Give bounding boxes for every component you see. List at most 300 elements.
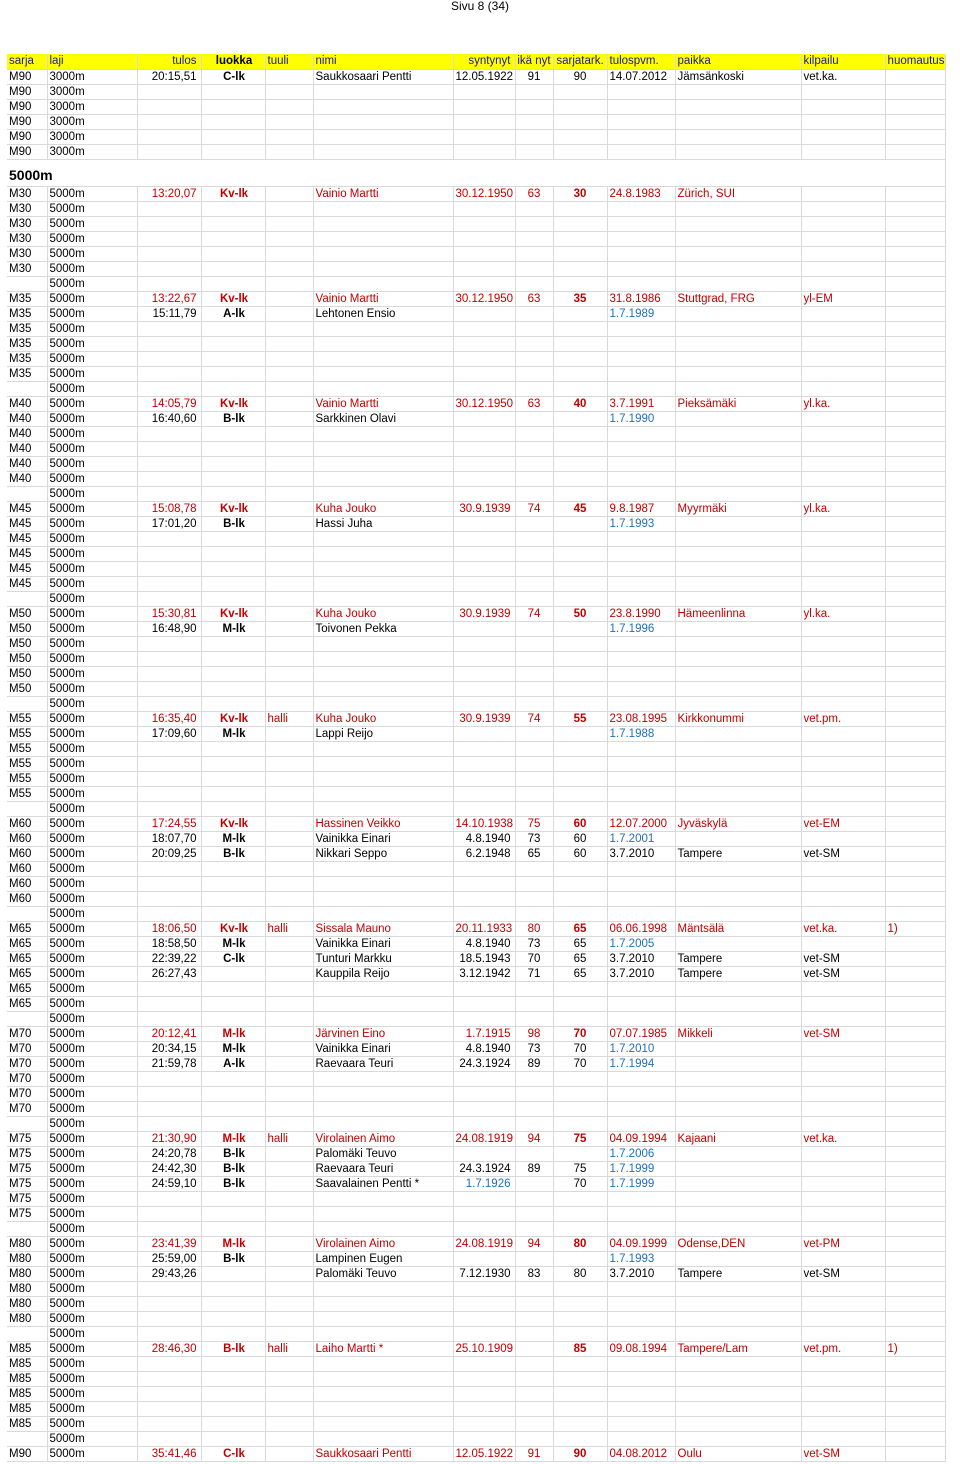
cell-age-class <box>553 1311 607 1326</box>
cell-event: 5000m <box>47 441 137 456</box>
cell-birth: 24.08.1919 <box>453 1131 515 1146</box>
cell-age <box>515 1071 553 1086</box>
cell-competition: yl.ka. <box>801 606 885 621</box>
cell-wind <box>265 114 313 129</box>
cell-event: 3000m <box>47 129 137 144</box>
cell-event: 3000m <box>47 69 137 84</box>
table-row <box>7 321 945 336</box>
cell-result-date <box>607 861 675 876</box>
cell-age-class <box>553 306 607 321</box>
cell-name <box>313 114 453 129</box>
cell-result-date <box>607 456 675 471</box>
cell-result <box>137 129 201 144</box>
cell-series: M60 <box>7 846 47 861</box>
cell-age-class <box>553 336 607 351</box>
cell-note <box>885 741 945 756</box>
cell-wind <box>265 696 313 711</box>
cell-result: 14:05,79 <box>137 396 201 411</box>
cell-competition: vet-EM <box>801 816 885 831</box>
cell-age-class <box>553 786 607 801</box>
cell-age <box>515 144 553 159</box>
cell-result-date <box>607 1281 675 1296</box>
cell-series: M80 <box>7 1281 47 1296</box>
cell-note <box>885 546 945 561</box>
cell-age-class <box>553 996 607 1011</box>
cell-result: 17:01,20 <box>137 516 201 531</box>
cell-wind <box>265 441 313 456</box>
cell-result-date <box>607 591 675 606</box>
cell-place: Odense,DEN <box>675 1236 801 1251</box>
cell-birth <box>453 576 515 591</box>
cell-event: 5000m <box>47 1251 137 1266</box>
cell-place <box>675 1311 801 1326</box>
cell-result <box>137 1401 201 1416</box>
cell-class <box>201 216 265 231</box>
table-row <box>7 756 945 771</box>
header-class: luokka <box>201 54 265 69</box>
cell-name: Lappi Reijo <box>313 726 453 741</box>
cell-competition: vet.pm. <box>801 711 885 726</box>
cell-class: M-lk <box>201 621 265 636</box>
table-row <box>7 411 945 426</box>
table-row <box>7 441 945 456</box>
cell-note <box>885 831 945 846</box>
cell-event: 5000m <box>47 1191 137 1206</box>
cell-age-class <box>553 741 607 756</box>
cell-event: 5000m <box>47 801 137 816</box>
cell-event: 5000m <box>47 246 137 261</box>
cell-birth <box>453 726 515 741</box>
cell-series: M75 <box>7 1176 47 1191</box>
cell-series: M45 <box>7 561 47 576</box>
cell-series: M30 <box>7 216 47 231</box>
cell-name: Lehtonen Ensio <box>313 306 453 321</box>
cell-note <box>885 1116 945 1131</box>
cell-series <box>7 1221 47 1236</box>
cell-place <box>675 861 801 876</box>
cell-age: 98 <box>515 1026 553 1041</box>
cell-series: M35 <box>7 306 47 321</box>
cell-note <box>885 651 945 666</box>
table-row <box>7 1101 945 1116</box>
cell-result-date: 1.7.1988 <box>607 726 675 741</box>
cell-place <box>675 1371 801 1386</box>
cell-result <box>137 456 201 471</box>
table-row <box>7 306 945 321</box>
cell-competition: vet-SM <box>801 951 885 966</box>
cell-age <box>515 201 553 216</box>
cell-class <box>201 801 265 816</box>
cell-place <box>675 411 801 426</box>
cell-class: C-lk <box>201 951 265 966</box>
cell-class <box>201 351 265 366</box>
cell-place <box>675 1281 801 1296</box>
cell-note <box>885 216 945 231</box>
cell-name <box>313 771 453 786</box>
cell-wind <box>265 891 313 906</box>
cell-result-date: 1.7.1993 <box>607 1251 675 1266</box>
cell-result: 20:12,41 <box>137 1026 201 1041</box>
cell-result-date <box>607 576 675 591</box>
cell-age-class <box>553 1326 607 1341</box>
cell-result: 24:20,78 <box>137 1146 201 1161</box>
cell-series: M80 <box>7 1236 47 1251</box>
cell-result-date: 04.09.1999 <box>607 1236 675 1251</box>
cell-birth <box>453 681 515 696</box>
cell-place <box>675 1326 801 1341</box>
cell-series <box>7 1011 47 1026</box>
cell-class: M-lk <box>201 936 265 951</box>
cell-competition <box>801 1386 885 1401</box>
cell-class: B-lk <box>201 516 265 531</box>
cell-note <box>885 486 945 501</box>
cell-note <box>885 1296 945 1311</box>
cell-place: Tampere <box>675 1266 801 1281</box>
cell-event: 5000m <box>47 1431 137 1446</box>
cell-series: M80 <box>7 1266 47 1281</box>
cell-note <box>885 1101 945 1116</box>
cell-name: Nikkari Seppo <box>313 846 453 861</box>
cell-age <box>515 1146 553 1161</box>
cell-age-class: 60 <box>553 831 607 846</box>
cell-age-class <box>553 771 607 786</box>
cell-birth <box>453 1371 515 1386</box>
cell-note <box>885 726 945 741</box>
cell-note <box>885 129 945 144</box>
cell-age-class <box>553 801 607 816</box>
cell-series: M35 <box>7 321 47 336</box>
table-row <box>7 246 945 261</box>
cell-class <box>201 1086 265 1101</box>
cell-competition <box>801 351 885 366</box>
cell-note <box>885 531 945 546</box>
cell-competition <box>801 186 885 201</box>
cell-series: M70 <box>7 1041 47 1056</box>
cell-result: 35:41,46 <box>137 1446 201 1461</box>
cell-competition <box>801 1416 885 1431</box>
cell-result <box>137 84 201 99</box>
cell-result-date: 23.8.1990 <box>607 606 675 621</box>
cell-result-date <box>607 666 675 681</box>
cell-class <box>201 1416 265 1431</box>
cell-result <box>137 381 201 396</box>
cell-result <box>137 114 201 129</box>
cell-wind <box>265 1041 313 1056</box>
cell-note <box>885 411 945 426</box>
cell-age <box>515 261 553 276</box>
table-row <box>7 381 945 396</box>
cell-age-class <box>553 1416 607 1431</box>
cell-result: 20:09,25 <box>137 846 201 861</box>
cell-place <box>675 621 801 636</box>
cell-event: 5000m <box>47 1296 137 1311</box>
cell-age-class: 70 <box>553 1176 607 1191</box>
table-row <box>7 966 945 981</box>
cell-note <box>885 99 945 114</box>
cell-birth <box>453 1416 515 1431</box>
cell-competition: yl-EM <box>801 291 885 306</box>
cell-series: M30 <box>7 201 47 216</box>
cell-series: M55 <box>7 711 47 726</box>
cell-result <box>137 1371 201 1386</box>
cell-name <box>313 1191 453 1206</box>
header-age: ikä nyt <box>515 54 553 69</box>
cell-event: 5000m <box>47 831 137 846</box>
cell-series <box>7 906 47 921</box>
cell-note <box>885 561 945 576</box>
cell-series: M80 <box>7 1251 47 1266</box>
cell-age <box>515 561 553 576</box>
cell-result <box>137 246 201 261</box>
cell-place <box>675 876 801 891</box>
cell-result: 15:11,79 <box>137 306 201 321</box>
cell-birth <box>453 1311 515 1326</box>
cell-age-class: 65 <box>553 936 607 951</box>
cell-age-class: 80 <box>553 1266 607 1281</box>
cell-age-class: 60 <box>553 846 607 861</box>
table-row <box>7 114 945 129</box>
cell-series <box>7 801 47 816</box>
table-row <box>7 771 945 786</box>
cell-birth <box>453 321 515 336</box>
cell-birth <box>453 381 515 396</box>
cell-result <box>137 996 201 1011</box>
cell-note <box>885 1251 945 1266</box>
cell-age: 74 <box>515 501 553 516</box>
cell-result: 21:59,78 <box>137 1056 201 1071</box>
cell-result-date <box>607 486 675 501</box>
cell-event: 5000m <box>47 306 137 321</box>
cell-note <box>885 1161 945 1176</box>
cell-wind <box>265 99 313 114</box>
cell-place <box>675 1206 801 1221</box>
table-row <box>7 1086 945 1101</box>
cell-note <box>885 1281 945 1296</box>
cell-age-class: 60 <box>553 816 607 831</box>
cell-event: 5000m <box>47 1011 137 1026</box>
cell-result <box>137 144 201 159</box>
cell-birth <box>453 1356 515 1371</box>
cell-result: 18:07,70 <box>137 831 201 846</box>
cell-class <box>201 1386 265 1401</box>
cell-event: 5000m <box>47 861 137 876</box>
cell-event: 5000m <box>47 1101 137 1116</box>
cell-result-date <box>607 786 675 801</box>
cell-class <box>201 456 265 471</box>
cell-result-date <box>607 741 675 756</box>
cell-note <box>885 1266 945 1281</box>
cell-birth: 20.11.1933 <box>453 921 515 936</box>
cell-age-class <box>553 84 607 99</box>
cell-class <box>201 1071 265 1086</box>
cell-result-date <box>607 366 675 381</box>
cell-note <box>885 621 945 636</box>
cell-series: M90 <box>7 69 47 84</box>
cell-birth <box>453 351 515 366</box>
cell-place <box>675 546 801 561</box>
cell-birth: 1.7.1915 <box>453 1026 515 1041</box>
cell-event: 5000m <box>47 651 137 666</box>
cell-event: 5000m <box>47 576 137 591</box>
table-row <box>7 741 945 756</box>
cell-result-date <box>607 276 675 291</box>
cell-result-date <box>607 321 675 336</box>
table-row <box>7 1311 945 1326</box>
cell-name <box>313 1071 453 1086</box>
cell-age <box>515 861 553 876</box>
cell-competition <box>801 1356 885 1371</box>
cell-age: 89 <box>515 1056 553 1071</box>
cell-name: Kuha Jouko <box>313 501 453 516</box>
cell-birth <box>453 1296 515 1311</box>
cell-result-date <box>607 1431 675 1446</box>
cell-age-class <box>553 276 607 291</box>
cell-age-class: 85 <box>553 1341 607 1356</box>
cell-place <box>675 681 801 696</box>
cell-result-date <box>607 906 675 921</box>
cell-class <box>201 1431 265 1446</box>
cell-place <box>675 936 801 951</box>
table-row <box>7 366 945 381</box>
cell-note <box>885 201 945 216</box>
cell-class <box>201 576 265 591</box>
cell-name <box>313 456 453 471</box>
cell-class: B-lk <box>201 1176 265 1191</box>
cell-age-class: 35 <box>553 291 607 306</box>
cell-name <box>313 891 453 906</box>
cell-event: 5000m <box>47 1311 137 1326</box>
cell-birth <box>453 696 515 711</box>
cell-series: M75 <box>7 1146 47 1161</box>
cell-series: M85 <box>7 1386 47 1401</box>
cell-place: Hämeenlinna <box>675 606 801 621</box>
table-row <box>7 876 945 891</box>
cell-competition <box>801 231 885 246</box>
cell-age: 83 <box>515 1266 553 1281</box>
cell-class <box>201 1281 265 1296</box>
cell-result-date <box>607 426 675 441</box>
cell-note <box>885 666 945 681</box>
cell-wind: halli <box>265 711 313 726</box>
cell-result-date <box>607 1326 675 1341</box>
cell-name: Raevaara Teuri <box>313 1056 453 1071</box>
cell-age-class: 45 <box>553 501 607 516</box>
cell-class <box>201 1326 265 1341</box>
table-row <box>7 846 945 861</box>
cell-birth <box>453 1011 515 1026</box>
cell-wind <box>265 216 313 231</box>
table-row <box>7 711 945 726</box>
cell-wind <box>265 801 313 816</box>
cell-age-class <box>553 351 607 366</box>
cell-competition <box>801 1281 885 1296</box>
table-row <box>7 1191 945 1206</box>
cell-age <box>515 1191 553 1206</box>
cell-class: A-lk <box>201 306 265 321</box>
table-row <box>7 1176 945 1191</box>
cell-place <box>675 636 801 651</box>
cell-result <box>137 426 201 441</box>
cell-place <box>675 1176 801 1191</box>
cell-age-class <box>553 426 607 441</box>
cell-result: 18:58,50 <box>137 936 201 951</box>
header-age-class: sarjatark. <box>553 54 607 69</box>
cell-competition <box>801 246 885 261</box>
cell-result <box>137 561 201 576</box>
cell-competition <box>801 516 885 531</box>
cell-age-class <box>553 1071 607 1086</box>
cell-result-date <box>607 1356 675 1371</box>
cell-age-class <box>553 99 607 114</box>
cell-note <box>885 1221 945 1236</box>
table-row <box>7 936 945 951</box>
cell-series: M50 <box>7 681 47 696</box>
cell-name <box>313 261 453 276</box>
cell-competition: vet.ka. <box>801 921 885 936</box>
cell-birth <box>453 456 515 471</box>
cell-note <box>885 606 945 621</box>
cell-wind <box>265 561 313 576</box>
cell-event: 5000m <box>47 756 137 771</box>
cell-series: M45 <box>7 576 47 591</box>
cell-birth: 30.12.1950 <box>453 291 515 306</box>
cell-result-date <box>607 801 675 816</box>
table-row <box>7 456 945 471</box>
cell-event: 5000m <box>47 1041 137 1056</box>
cell-place <box>675 216 801 231</box>
cell-result-date <box>607 231 675 246</box>
cell-result <box>137 741 201 756</box>
cell-birth: 4.8.1940 <box>453 936 515 951</box>
cell-class <box>201 696 265 711</box>
cell-class: Kv-lk <box>201 711 265 726</box>
cell-event: 5000m <box>47 1341 137 1356</box>
cell-place <box>675 1071 801 1086</box>
table-row <box>7 576 945 591</box>
cell-note <box>885 1146 945 1161</box>
cell-event: 5000m <box>47 381 137 396</box>
cell-wind <box>265 1446 313 1461</box>
table-row <box>7 591 945 606</box>
cell-class <box>201 966 265 981</box>
cell-class <box>201 1101 265 1116</box>
cell-series: M60 <box>7 861 47 876</box>
cell-competition <box>801 1191 885 1206</box>
header-birth: syntynyt <box>453 54 515 69</box>
cell-result-date <box>607 1191 675 1206</box>
table-row <box>7 681 945 696</box>
cell-note <box>885 84 945 99</box>
cell-event: 5000m <box>47 276 137 291</box>
cell-result <box>137 981 201 996</box>
cell-name <box>313 546 453 561</box>
cell-series: M50 <box>7 651 47 666</box>
records-body <box>7 54 945 1461</box>
cell-event: 5000m <box>47 546 137 561</box>
cell-class: B-lk <box>201 1341 265 1356</box>
cell-name <box>313 756 453 771</box>
cell-note <box>885 351 945 366</box>
cell-name: Toivonen Pekka <box>313 621 453 636</box>
table-row <box>7 1116 945 1131</box>
cell-competition <box>801 471 885 486</box>
cell-class: Kv-lk <box>201 816 265 831</box>
cell-result-date <box>607 114 675 129</box>
cell-wind <box>265 876 313 891</box>
cell-age: 89 <box>515 1161 553 1176</box>
cell-birth <box>453 486 515 501</box>
cell-place <box>675 1356 801 1371</box>
